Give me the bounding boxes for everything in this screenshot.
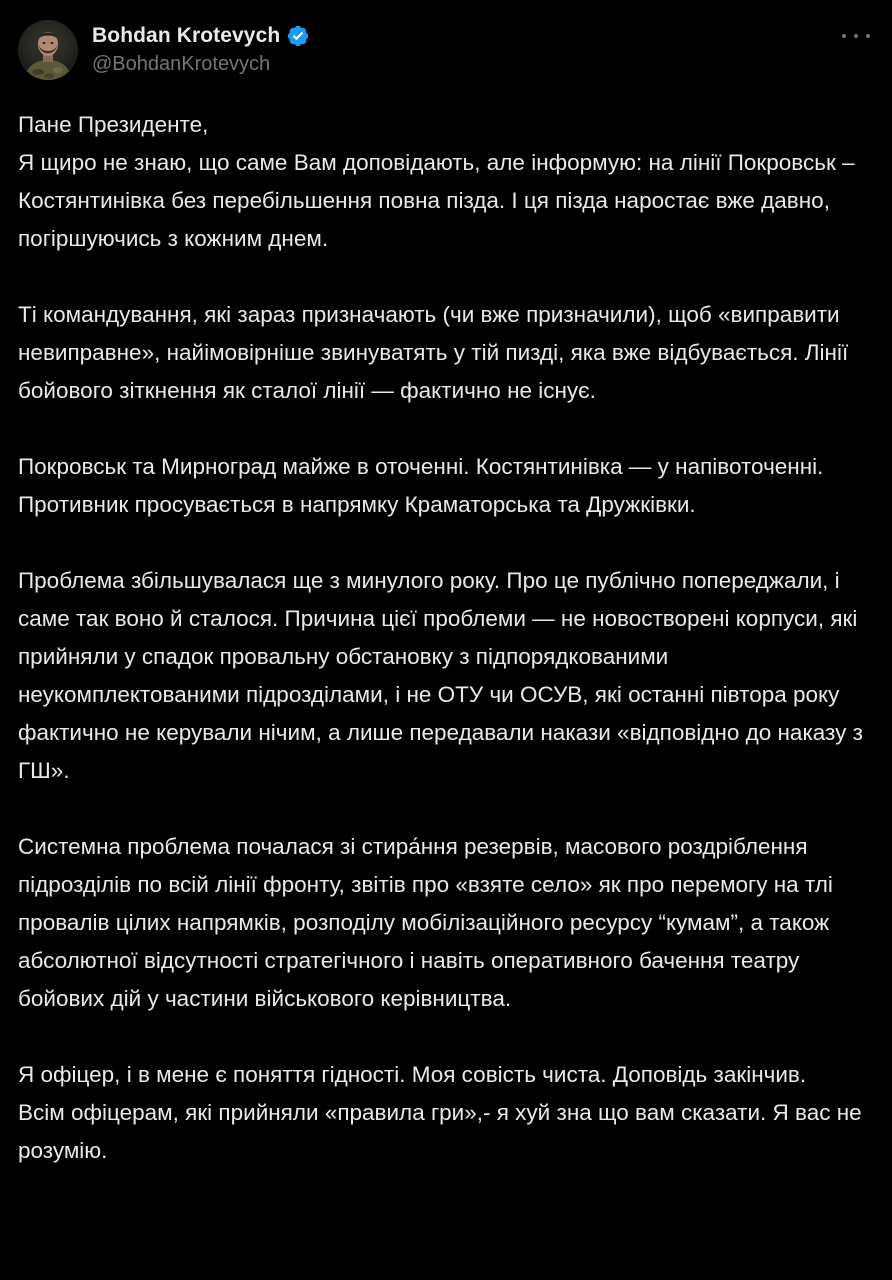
more-options-icon[interactable] bbox=[842, 26, 870, 46]
user-handle[interactable]: @BohdanKrotevych bbox=[92, 53, 271, 75]
tweet-paragraph: Системна проблема почалася зі стира́ння резервів, масового роздріблення підрозділів по всій лінії фронту, звітів про «взяте село» як про перемогу на тлі провалів цілих напрямків, розподілу мобілізаційного ресурсу “кумам”, а також абсолютної відсутності стратегічного і навіть оперативного бачення театру бойових дій у частини військового керівництва. bbox=[18, 834, 833, 1011]
tweet-text bbox=[18, 106, 874, 1170]
tweet-paragraph: Проблема збільшувалася ще з минулого року. Про це публічно попереджали, і саме так воно й сталося. Причина цієї проблеми — не новостворені корпуси, які прийняли у спадок провальну обстановку з підпорядкованими неукомплектованими підрозділами, і не ОТУ чи ОСУВ, які останні півтора року фактично не керували нічим, а лише передавали накази «відповідно до наказу з ГШ». bbox=[18, 568, 863, 783]
more-dot bbox=[854, 34, 858, 38]
tweet-paragraph: Покровськ та Мирноград майже в оточенні. Костянтинівка — у напівоточенні. Противник просувається в напрямку Краматорська та Дружківки. bbox=[18, 454, 824, 517]
tweet-header bbox=[18, 20, 874, 84]
tweet-paragraph: Я офіцер, і в мене є поняття гідності. Моя совість чиста. Доповідь закінчив. Всім офіцерам, які прийняли «правила гри»,- я хуй зна що вам сказати. Я вас не розумію. bbox=[18, 1062, 862, 1163]
verified-badge-icon[interactable] bbox=[286, 24, 310, 48]
tweet-paragraph: Ті командування, які зараз призначають (чи вже призначили), щоб «виправити невиправне», найімовірніше звинуватять у тій пизді, яка вже відбувається. Лінії бойового зіткнення як сталої лінії — фактично не існує. bbox=[18, 302, 849, 403]
display-name[interactable]: Bohdan Krotevych bbox=[92, 24, 281, 47]
avatar-portrait-icon bbox=[18, 20, 78, 80]
more-dot bbox=[866, 34, 870, 38]
display-name-row bbox=[92, 22, 310, 50]
tweet-paragraph: Пане Президенте, Я щиро не знаю, що саме Вам доповідають, але інформую: на лінії Покровськ – Костянтинівка без перебільшення повна пізда. І ця пізда наростає вже давно, погіршуючись з кожним днем. bbox=[18, 112, 855, 251]
author-names bbox=[92, 22, 310, 76]
avatar[interactable] bbox=[18, 20, 78, 80]
more-dot bbox=[842, 34, 846, 38]
